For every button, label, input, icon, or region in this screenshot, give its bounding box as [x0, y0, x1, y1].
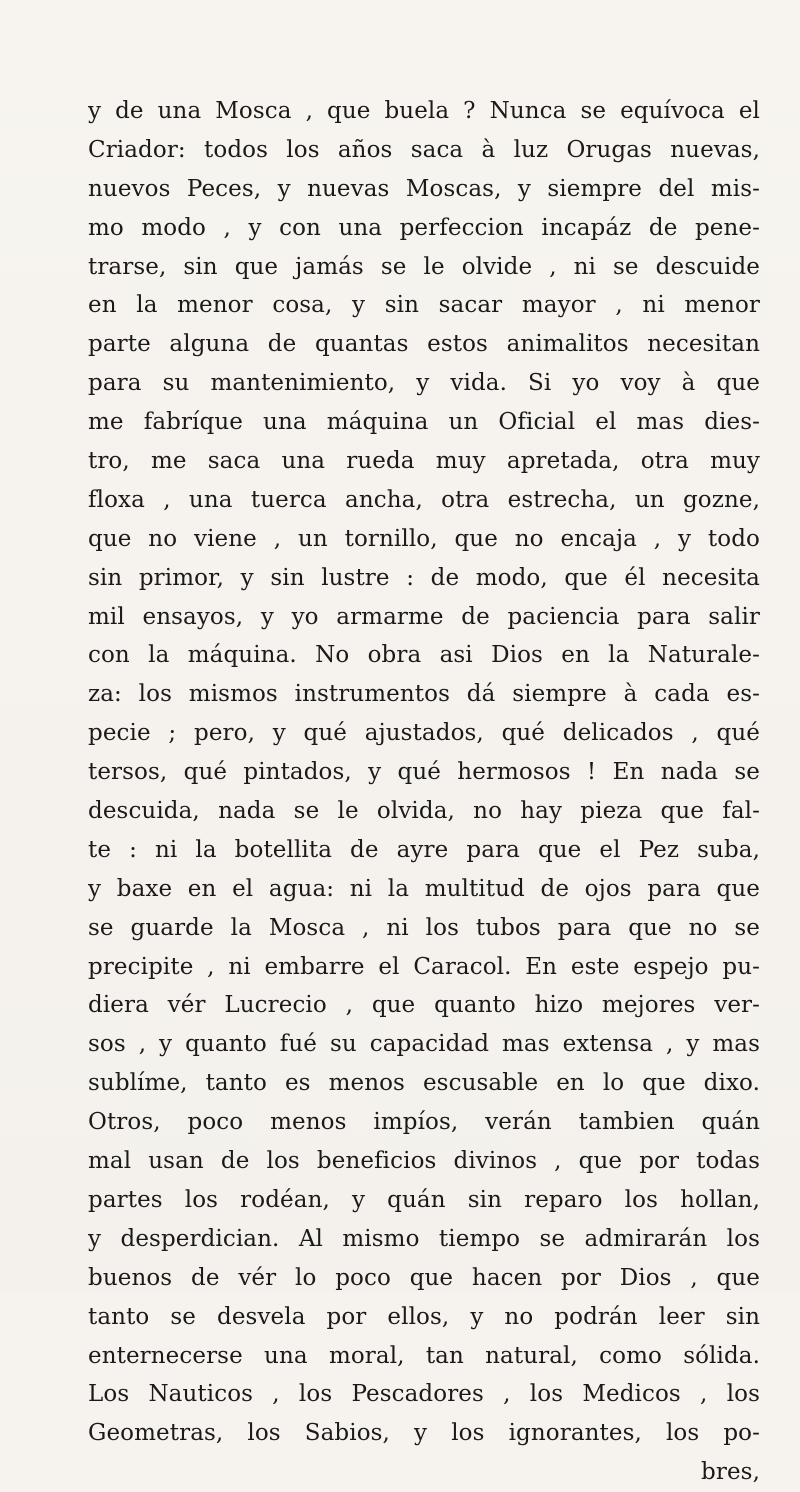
- text-line: tanto se desvela por ellos, y no podrán leer sin: [88, 1303, 760, 1330]
- text-line: parte alguna de quantas estos animalitos necesitan: [88, 331, 760, 358]
- text-line: buenos de vér lo poco que hacen por Dios , que: [88, 1264, 760, 1291]
- catchword: bres,: [701, 1459, 760, 1486]
- text-line: sos , y quanto fué su capacidad mas extensa , y mas: [88, 1031, 760, 1058]
- text-line: Criador: todos los años saca à luz Orugas nuevas,: [88, 136, 760, 163]
- text-line: y de una Mosca , que buela ? Nunca se equívoca el: [88, 98, 760, 124]
- text-line: pecie ; pero, y qué ajustados, qué delicados , qué: [88, 720, 760, 747]
- text-line: trarse, sin que jamás se le olvide , ni se descuide: [88, 253, 760, 280]
- text-line: me fabríque una máquina un Oficial el mas dies-: [88, 409, 760, 436]
- text-line: descuida, nada se le olvida, no hay pieza que fal-: [88, 798, 760, 825]
- text-line: Otros, poco menos impíos, verán tambien quán: [88, 1109, 760, 1136]
- text-line: Geometras, los Sabios, y los ignorantes, los po-: [88, 1420, 760, 1447]
- text-line: sin primor, y sin lustre : de modo, que él necesita: [88, 564, 760, 591]
- text-line: mal usan de los beneficios divinos , que por todas: [88, 1148, 760, 1175]
- text-line: te : ni la botellita de ayre para que el Pez suba,: [88, 836, 760, 863]
- text-line: nuevos Peces, y nuevas Moscas, y siempre del mis-: [88, 175, 760, 202]
- text-line: y baxe en el agua: ni la multitud de ojos para que: [88, 875, 760, 902]
- text-line: con la máquina. No obra asi Dios en la Naturale-: [88, 642, 760, 669]
- text-line: y desperdician. Al mismo tiempo se admirarán los: [88, 1225, 760, 1252]
- text-line: partes los rodéan, y quán sin reparo los hollan,: [88, 1186, 760, 1213]
- text-line: mil ensayos, y yo armarme de paciencia para salir: [88, 603, 760, 630]
- text-line: mo modo , y con una perfeccion incapáz de pene-: [88, 214, 760, 241]
- text-line: para su mantenimiento, y vida. Si yo voy à que: [88, 370, 760, 397]
- text-line: sublíme, tanto es menos escusable en lo que dixo.: [88, 1070, 760, 1097]
- text-line: Los Nauticos , los Pescadores , los Medicos , los: [88, 1381, 760, 1408]
- text-line: diera vér Lucrecio , que quanto hizo mejores ver-: [88, 992, 760, 1019]
- text-line: que no viene , un tornillo, que no encaja , y todo: [88, 525, 760, 552]
- text-line: se guarde la Mosca , ni los tubos para que no se: [88, 914, 760, 941]
- text-line: tersos, qué pintados, y qué hermosos ! En nada se: [88, 759, 760, 786]
- text-line: en la menor cosa, y sin sacar mayor , ni menor: [88, 292, 760, 319]
- text-line: floxa , una tuerca ancha, otra estrecha, un gozne,: [88, 486, 760, 513]
- page-text: [88, 92, 760, 1492]
- text-line: za: los mismos instrumentos dá siempre à cada es-: [88, 681, 760, 708]
- text-line: enternecerse una moral, tan natural, como sólida.: [88, 1342, 760, 1369]
- text-line: precipite , ni embarre el Caracol. En este espejo pu-: [88, 953, 760, 980]
- text-line: tro, me saca una rueda muy apretada, otra muy: [88, 448, 760, 475]
